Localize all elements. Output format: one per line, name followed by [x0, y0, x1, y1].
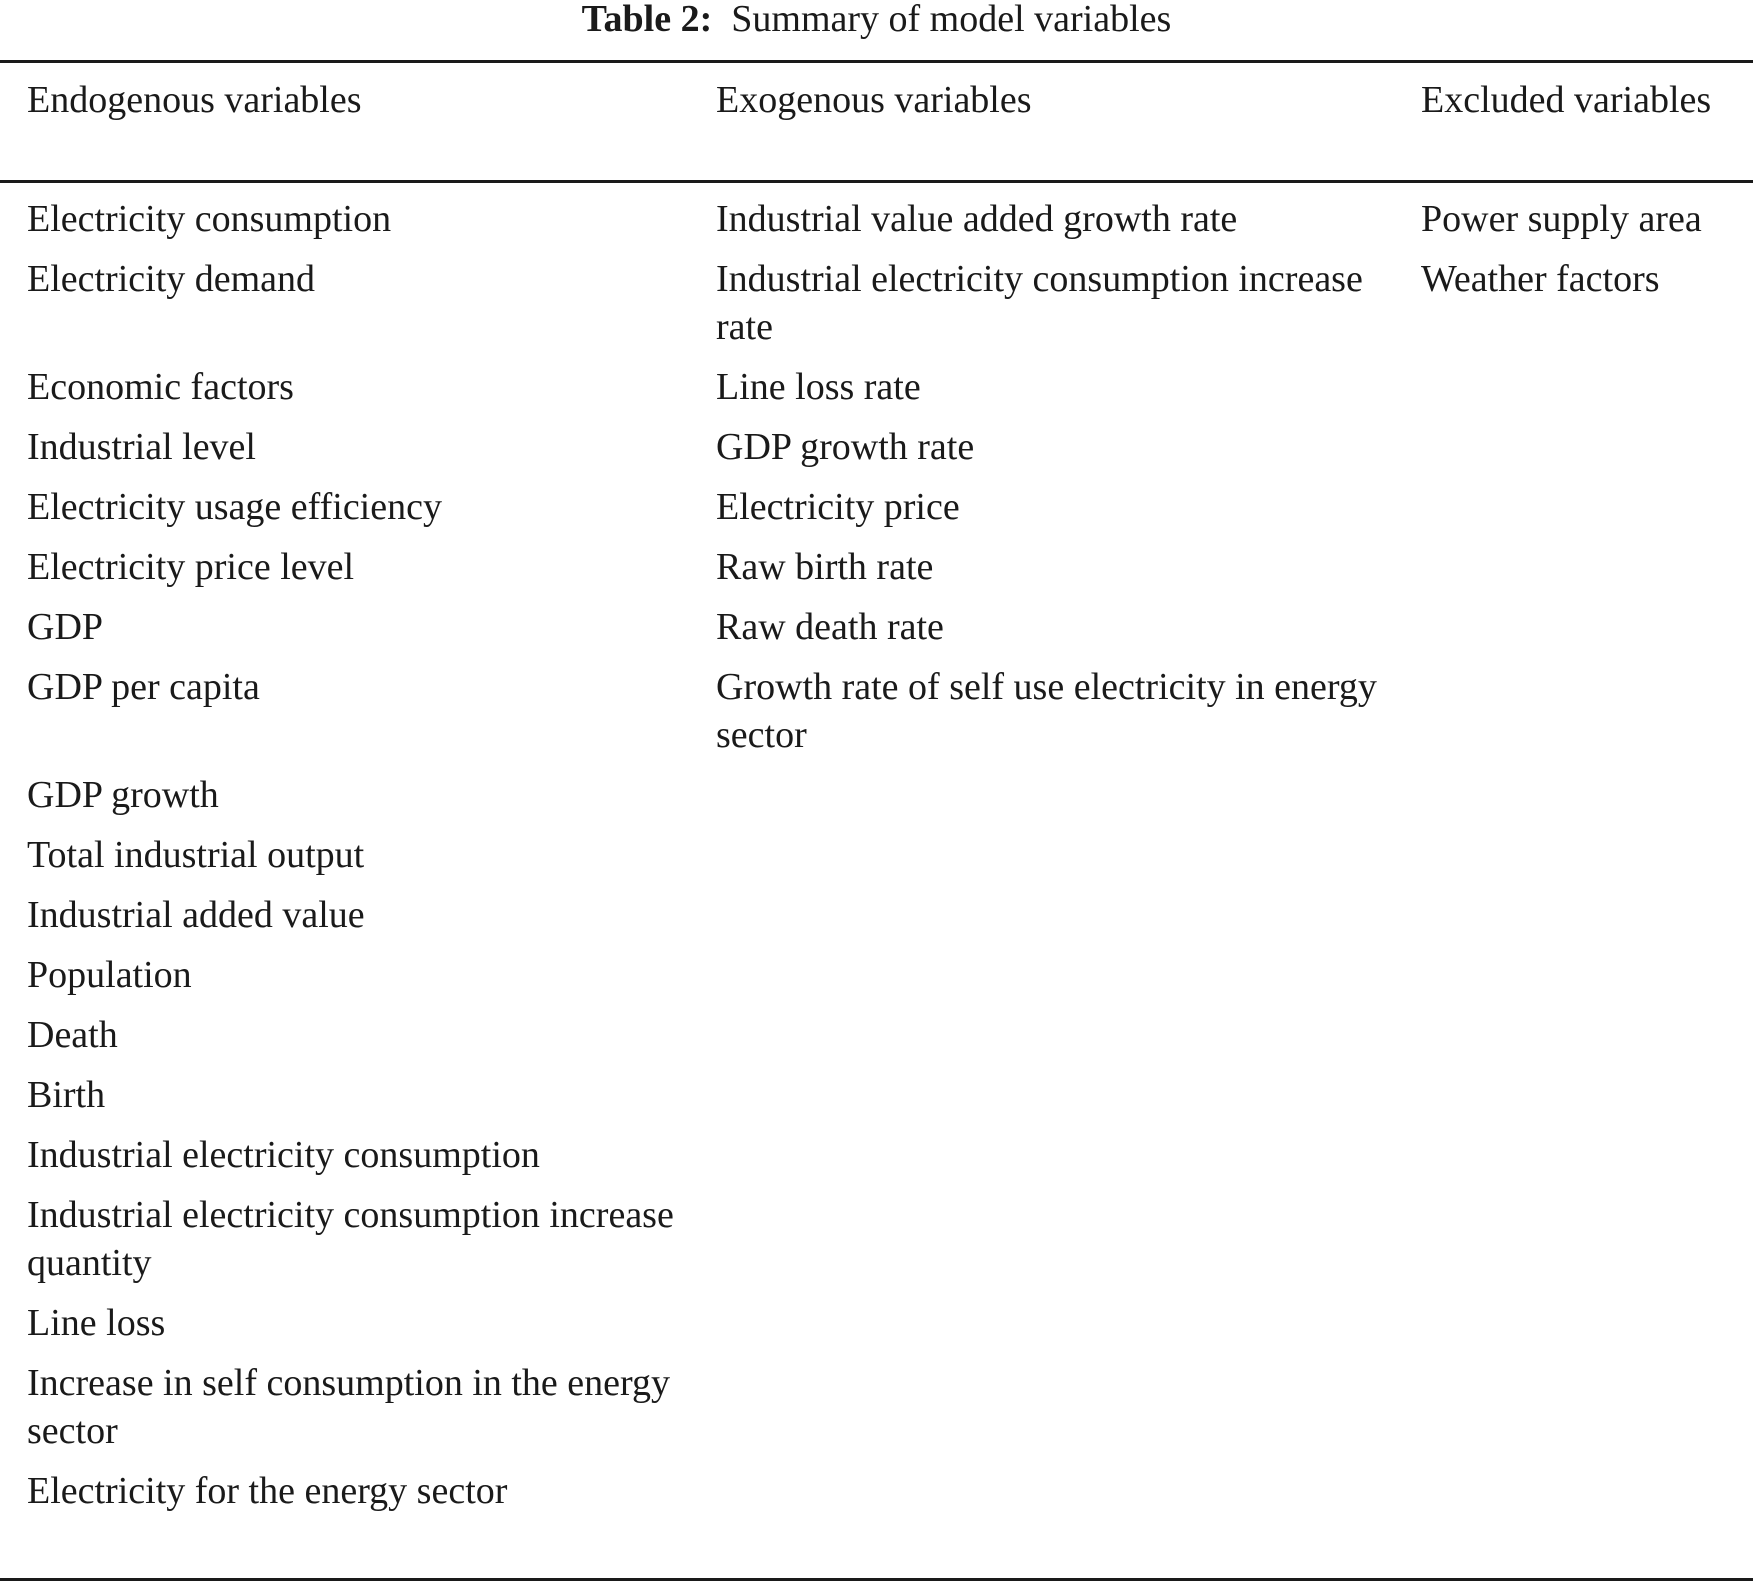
- endogenous-cell: Birth: [27, 1074, 106, 1116]
- endogenous-cell: Industrial added value: [27, 894, 365, 936]
- excluded-cell: [1421, 771, 1753, 831]
- column-header-exogenous: Exogenous variables: [716, 79, 1032, 121]
- table-row: [0, 1191, 1753, 1299]
- table-row: [0, 771, 1753, 831]
- table-row: [0, 603, 1753, 663]
- exogenous-cell: [716, 1191, 1421, 1299]
- exogenous-cell: GDP growth rate: [716, 426, 975, 468]
- table-row: [0, 1071, 1753, 1131]
- table-row: [0, 483, 1753, 543]
- endogenous-cell: Electricity price level: [27, 546, 355, 588]
- exogenous-cell: [716, 1467, 1421, 1519]
- table-row: [0, 363, 1753, 423]
- excluded-cell: [1421, 363, 1753, 423]
- exogenous-cell: Industrial value added growth rate: [716, 198, 1238, 240]
- excluded-cell: [1421, 951, 1753, 1011]
- excluded-cell: Power supply area: [1421, 198, 1702, 240]
- endogenous-cell: Industrial level: [27, 426, 256, 468]
- exogenous-cell: [716, 1071, 1421, 1131]
- endogenous-cell: Increase in self consumption in the energy sector: [27, 1362, 670, 1452]
- bottom-rule: [0, 1578, 1753, 1581]
- table-label: Table 2:: [581, 0, 713, 40]
- excluded-cell: [1421, 423, 1753, 483]
- table-row: [0, 181, 1753, 255]
- excluded-cell: [1421, 1191, 1753, 1299]
- excluded-cell: [1421, 483, 1753, 543]
- endogenous-cell: Electricity demand: [27, 258, 316, 300]
- variables-table: [0, 76, 1753, 1519]
- endogenous-cell: Total industrial output: [27, 834, 365, 876]
- table-caption: [0, 0, 1753, 38]
- table-row: [0, 543, 1753, 603]
- excluded-cell: [1421, 1131, 1753, 1191]
- endogenous-cell: Industrial electricity consumption: [27, 1134, 540, 1176]
- table-row: [0, 831, 1753, 891]
- exogenous-cell: [716, 891, 1421, 951]
- table-row: [0, 1359, 1753, 1467]
- table-row: [0, 1131, 1753, 1191]
- table-row: [0, 423, 1753, 483]
- endogenous-cell: Line loss: [27, 1302, 166, 1344]
- table-row: [0, 1299, 1753, 1359]
- endogenous-cell: GDP growth: [27, 774, 219, 816]
- endogenous-cell: Industrial electricity consumption increase quantity: [27, 1194, 674, 1284]
- endogenous-cell: Death: [27, 1014, 118, 1056]
- excluded-cell: [1421, 1071, 1753, 1131]
- excluded-cell: [1421, 543, 1753, 603]
- table-header: [0, 76, 1753, 181]
- table-title: Summary of model variables: [731, 0, 1172, 40]
- exogenous-cell: [716, 771, 1421, 831]
- excluded-cell: [1421, 1359, 1753, 1467]
- table-row: [0, 255, 1753, 363]
- table-row: [0, 951, 1753, 1011]
- table-row: [0, 1011, 1753, 1071]
- endogenous-cell: GDP per capita: [27, 666, 260, 708]
- endogenous-cell: Electricity for the energy sector: [27, 1470, 508, 1512]
- endogenous-cell: Economic factors: [27, 366, 294, 408]
- table-row: [0, 1467, 1753, 1519]
- exogenous-cell: Raw birth rate: [716, 546, 934, 588]
- table-body: [0, 181, 1753, 1519]
- excluded-cell: [1421, 1299, 1753, 1359]
- exogenous-cell: [716, 1359, 1421, 1467]
- excluded-cell: Weather factors: [1421, 258, 1660, 300]
- column-header-endogenous: Endogenous variables: [27, 79, 362, 121]
- excluded-cell: [1421, 603, 1753, 663]
- exogenous-cell: [716, 1131, 1421, 1191]
- excluded-cell: [1421, 1467, 1753, 1519]
- exogenous-cell: Industrial electricity consumption increase rate: [716, 258, 1363, 348]
- exogenous-cell: [716, 951, 1421, 1011]
- exogenous-cell: [716, 1299, 1421, 1359]
- endogenous-cell: Electricity usage efficiency: [27, 486, 442, 528]
- exogenous-cell: Line loss rate: [716, 366, 921, 408]
- excluded-cell: [1421, 831, 1753, 891]
- exogenous-cell: [716, 1011, 1421, 1071]
- endogenous-cell: Electricity consumption: [27, 198, 392, 240]
- excluded-cell: [1421, 1011, 1753, 1071]
- column-header-excluded: Excluded variables: [1421, 79, 1712, 121]
- excluded-cell: [1421, 663, 1753, 771]
- endogenous-cell: GDP: [27, 606, 104, 648]
- exogenous-cell: [716, 831, 1421, 891]
- table-row: [0, 663, 1753, 771]
- exogenous-cell: Electricity price: [716, 486, 960, 528]
- exogenous-cell: Raw death rate: [716, 606, 944, 648]
- table-row: [0, 891, 1753, 951]
- endogenous-cell: Population: [27, 954, 192, 996]
- excluded-cell: [1421, 891, 1753, 951]
- top-rule: [0, 60, 1753, 63]
- exogenous-cell: Growth rate of self use electricity in energy sector: [716, 666, 1377, 756]
